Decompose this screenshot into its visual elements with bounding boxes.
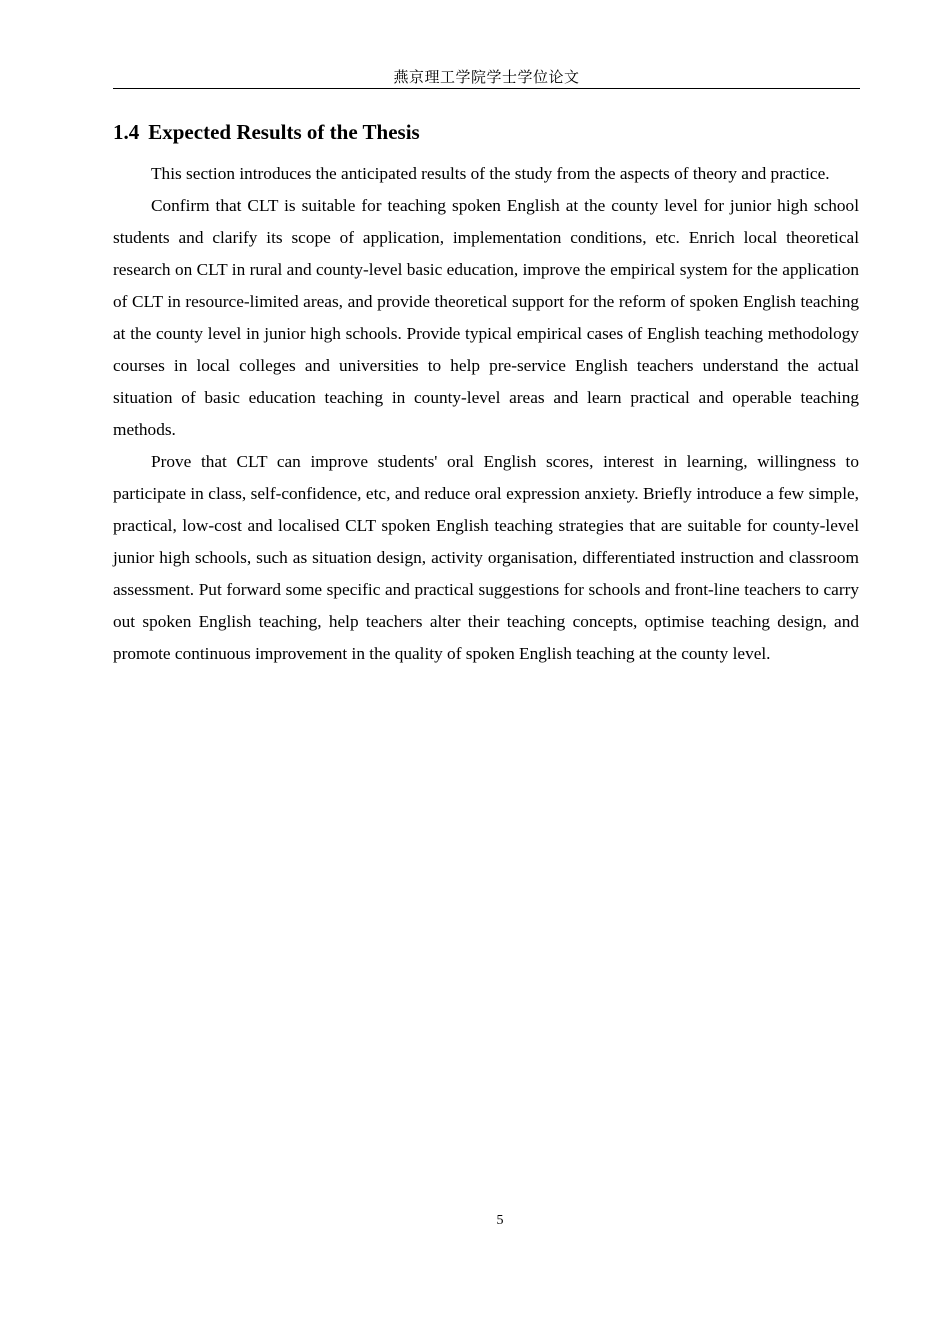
section-heading (113, 118, 420, 146)
body-text (113, 158, 859, 670)
paragraph-theoretical-results: Confirm that CLT is suitable for teaching spoken English at the county level for junior high school students and clarify its scope of application, implementation conditions, etc. Enrich local theoretical research on CLT in rural and county-level basic education, improve the empirical system for the application of CLT in resource-limited areas, and provide theoretical support for the reform of spoken English teaching at the county level in junior high schools. Provide typical empirical cases of English teaching methodology courses in local colleges and universities to help pre-service English teachers understand the actual situation of basic education teaching in county-level areas and learn practical and operable teaching methods. (113, 196, 859, 439)
page-number: 5 (496, 1213, 504, 1228)
paragraph-intro: This section introduces the anticipated results of the study from the aspects of theory and practice. (151, 164, 830, 183)
section-title: Expected Results of the Thesis (148, 120, 420, 144)
header-rule (113, 88, 860, 89)
paragraph-practical-results: Prove that CLT can improve students' oral English scores, interest in learning, willingness to participate in class, self-confidence, etc, and reduce oral expression anxiety. Briefly introduce a few simple, practical, low-cost and localised CLT spoken English teaching strategies that are suitable for county-level junior high schools, such as situation design, activity organisation, differentiated instruction and classroom assessment. Put forward some specific and practical suggestions for schools and front-line teachers to carry out spoken English teaching, help teachers alter their teaching concepts, optimise teaching design, and promote continuous improvement in the quality of spoken English teaching at the county level. (113, 452, 859, 663)
section-number: 1.4 (113, 120, 140, 144)
running-header: 燕京理工学院学士学位论文 (393, 70, 580, 86)
